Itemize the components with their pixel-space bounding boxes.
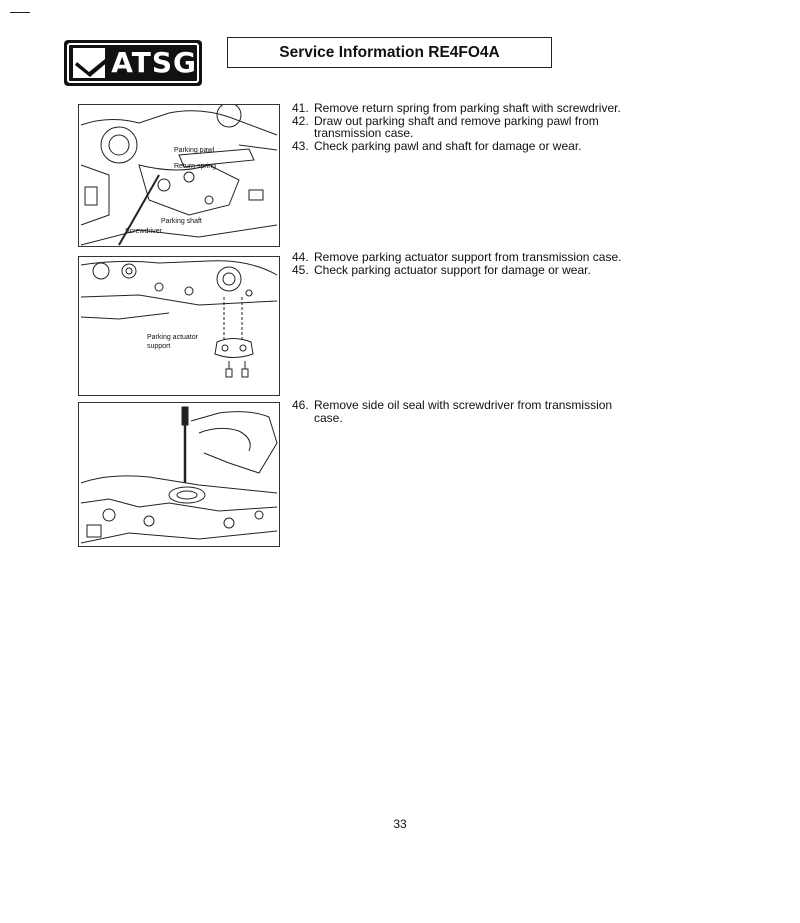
step-number: 45.	[292, 262, 309, 277]
list-item	[292, 115, 632, 140]
step-number: 44.	[292, 250, 309, 264]
logo-text: ATSG	[111, 46, 197, 79]
list-item	[292, 140, 632, 153]
step-text: Remove return spring from parking shaft with screwdriver.	[314, 101, 621, 115]
corner-mark	[10, 12, 30, 13]
steps-group-2	[292, 251, 632, 276]
list-item	[292, 264, 632, 277]
step-number: 42.	[292, 113, 309, 128]
step-text: Check parking pawl and shaft for damage or wear.	[314, 138, 582, 153]
step-text: Check parking actuator support for damage or wear.	[314, 262, 591, 277]
steps-group-1	[292, 102, 632, 152]
figure-label: Parking actuator	[147, 334, 198, 341]
page-number: 33	[393, 817, 407, 831]
figure-label: Screwdriver	[125, 228, 162, 235]
figure-label: support	[147, 343, 171, 350]
step-text: Remove side oil seal with screwdriver from transmission case.	[314, 398, 613, 425]
page-title: Service Information RE4FO4A	[279, 43, 500, 61]
figure-label: Parking shaft	[161, 218, 202, 225]
figure-parking-pawl	[78, 104, 280, 247]
checkmark-icon	[73, 48, 105, 78]
figure-side-oil-seal	[78, 402, 280, 547]
step-number: 41.	[292, 101, 309, 115]
page-header	[227, 37, 552, 68]
step-number: 46.	[292, 398, 309, 412]
list-item	[292, 251, 632, 264]
step-text: Draw out parking shaft and remove parking pawl from transmission case.	[314, 113, 599, 140]
steps-group-3	[292, 399, 632, 424]
step-text: Remove parking actuator support from transmission case.	[314, 250, 622, 264]
atsg-logo	[64, 40, 202, 86]
list-item	[292, 399, 632, 424]
figure-label: Parking pawl	[174, 147, 215, 154]
list-item	[292, 102, 632, 115]
figure-label: Return spring	[174, 163, 217, 170]
figure-parking-actuator-support	[78, 256, 280, 396]
step-number: 43.	[292, 138, 309, 153]
